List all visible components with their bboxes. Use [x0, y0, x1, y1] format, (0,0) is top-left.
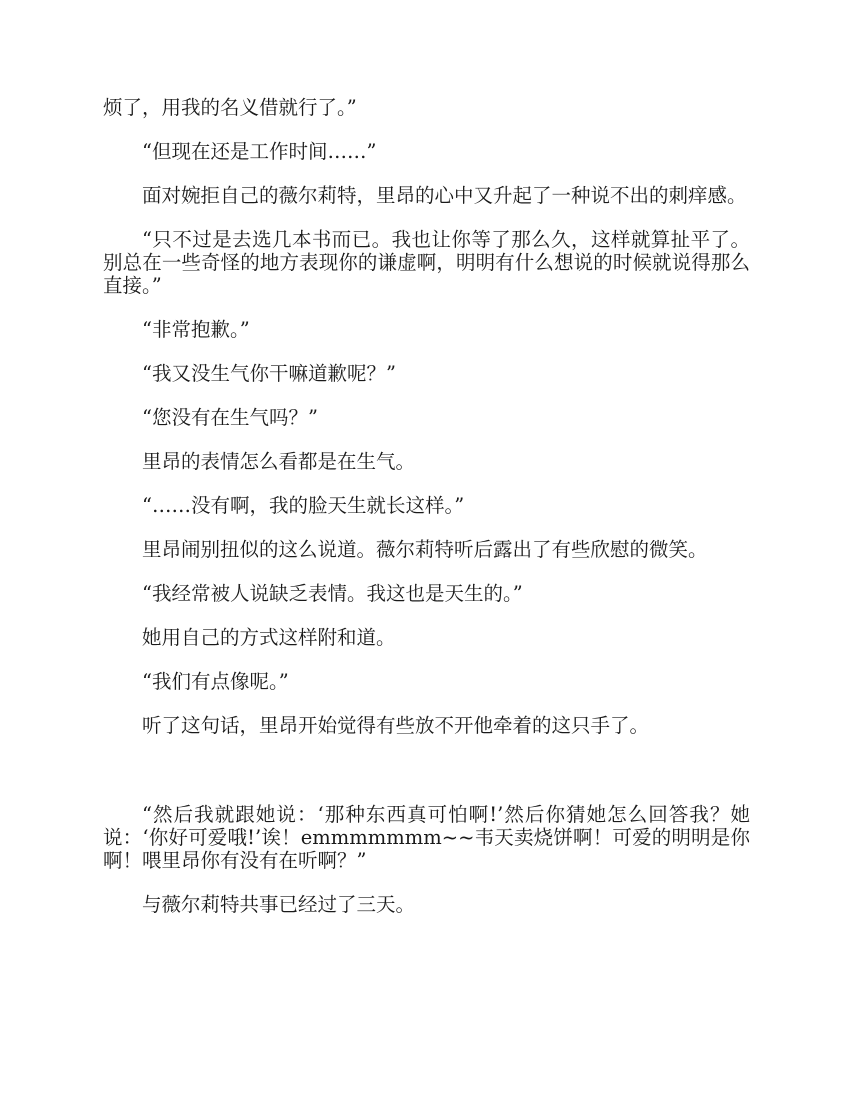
paragraph-2: “但现在还是工作时间……”	[142, 140, 377, 163]
paragraph-7: “您没有在生气吗？”	[142, 406, 318, 429]
paragraph-6: “我又没生气你干嘛道歉呢？”	[142, 362, 396, 385]
paragraph-13: “我们有点像呢。”	[142, 670, 289, 693]
paragraph-10: 里昂闹别扭似的这么说道。薇尔莉特听后露出了有些欣慰的微笑。	[142, 538, 708, 561]
paragraph-8: 里昂的表情怎么看都是在生气。	[142, 450, 416, 473]
paragraph-11: “我经常被人说缺乏表情。我这也是天生的。”	[142, 582, 523, 605]
paragraph-9: “……没有啊，我的脸天生就长这样。”	[142, 494, 465, 517]
paragraph-1: 烦了，用我的名义借就行了。”	[103, 96, 357, 119]
document-page	[103, 96, 750, 937]
paragraph-12: 她用自己的方式这样附和道。	[142, 626, 396, 649]
paragraph-4: “只不过是去选几本书而已。我也让你等了那么久，这样就算扯平了。别总在一些奇怪的地方表现你的谦虚啊，明明有什么想说的时候就说得那么直接。”	[103, 228, 750, 297]
paragraph-5: “非常抱歉。”	[142, 318, 250, 341]
paragraph-16: 与薇尔莉特共事已经过了三天。	[142, 893, 416, 916]
paragraph-15: “然后我就跟她说：‘那种东西真可怕啊!’然后你猜她怎么回答我？她说：‘你好可爱哦!’诶！emmmmmmm~~韦天卖烧饼啊！可爱的明明是你啊！喂里昂你有没有在听啊？”	[103, 803, 750, 872]
paragraph-3: 面对婉拒自己的薇尔莉特，里昂的心中又升起了一种说不出的刺痒感。	[142, 184, 747, 207]
paragraph-14: 听了这句话，里昂开始觉得有些放不开他牵着的这只手了。	[142, 714, 650, 737]
